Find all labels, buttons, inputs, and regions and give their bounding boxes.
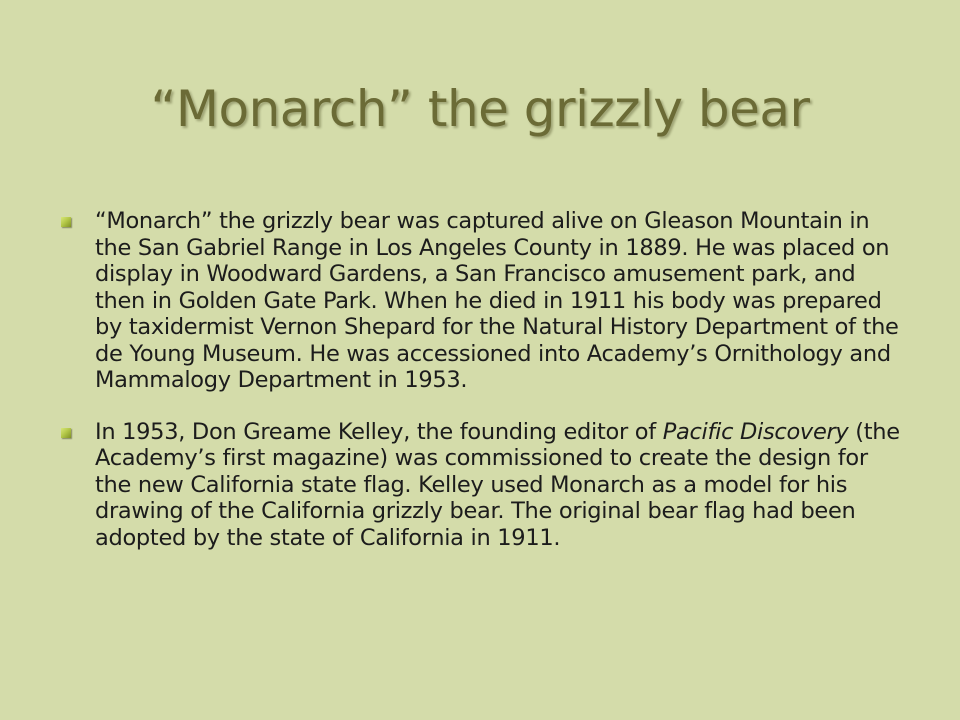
slide-title: “Monarch” the grizzly bear (150, 80, 810, 138)
bullet-item (58, 208, 908, 394)
bullet-list (58, 208, 908, 551)
bullet-text: “Monarch” the grizzly bear was captured alive on Gleason Mountain in the San Gabriel Range in Los Angeles County in 1889. He was placed on display in Woodward Gardens, a San Francisco amusement park, and then in Golden Gate Park. When he died in 1911 his body was prepared by taxidermist Vernon Shepard for the Natural History Department of the de Young Museum. He was accessioned into Academy’s Ornithology and Mammalogy Department in 1953. (95, 208, 899, 393)
bullet-item (58, 419, 908, 552)
square-bullet-icon (61, 428, 71, 438)
bullet-text-before: In 1953, Don Greame Kelley, the founding editor of (95, 418, 663, 445)
magazine-title: Pacific Discovery (662, 418, 849, 445)
bullet-text-after: (the Academy’s first magazine) was commissioned to create the design for the new California state flag. Kelley used Monarch as a model for his drawing of the California grizzly bear. The original bear flag had been adopted by the state of California in 1911. (95, 418, 900, 551)
square-bullet-icon (61, 217, 71, 227)
